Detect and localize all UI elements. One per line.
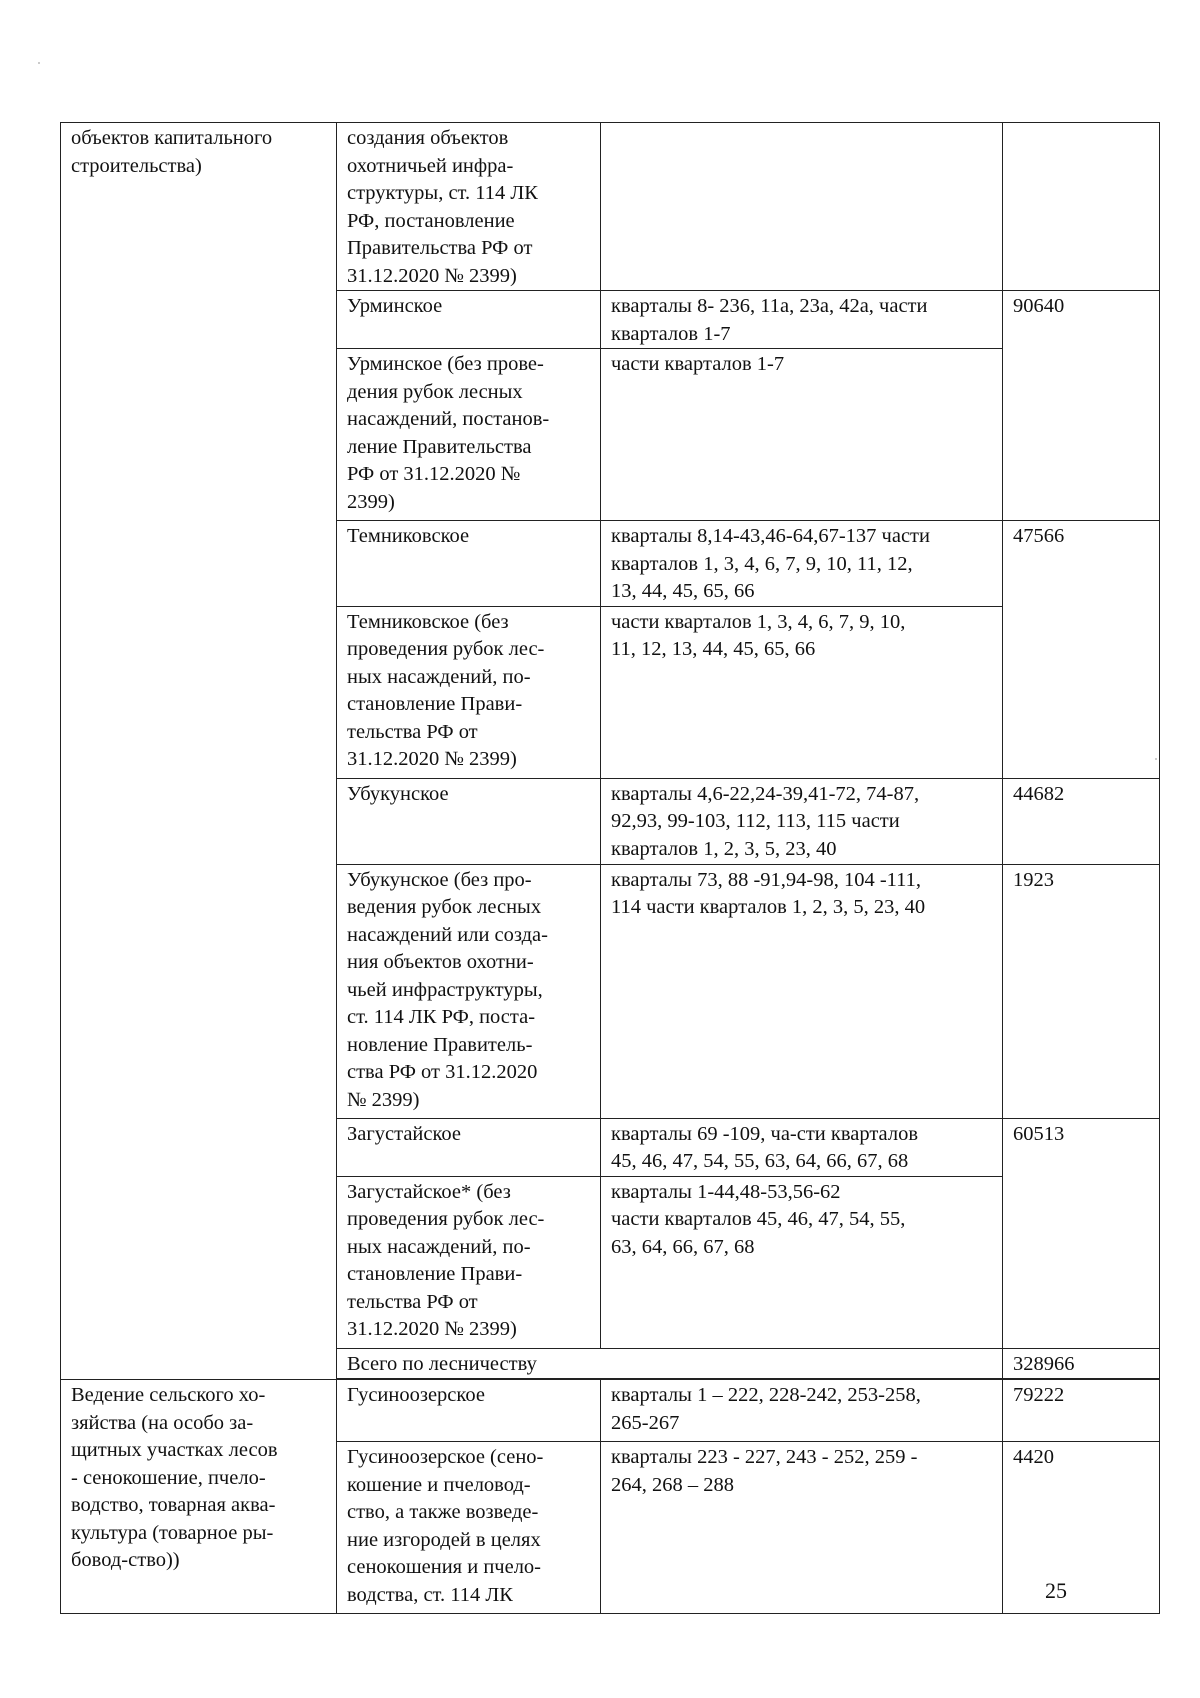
forestry-cell: Убукунское (без про- ведения рубок лесных насаждений или созда- ния объектов охотни- чьей инфраструктуры, ст. 114 ЛК РФ, поста- новление Правитель- ства РФ от 31.12.2020 № 2399) [337, 864, 601, 1118]
quarters-cell: кварталы 8,14-43,46-64,67-137 части кварталов 1, 3, 4, 6, 7, 9, 10, 11, 12, 13, 44, 45, 65, 66 [601, 521, 1003, 607]
quarters-cell: кварталы 1 – 222, 228-242, 253-258, 265-267 [601, 1380, 1003, 1442]
forestry-cell: Убукунское [337, 778, 601, 864]
forestry-cell: Загустайское* (без проведения рубок лес- ных насаждений, по- становление Прави- тельства РФ от 31.12.2020 № 2399) [337, 1176, 601, 1348]
area-cell: 47566 [1003, 521, 1160, 779]
area-cell: 44682 [1003, 778, 1160, 864]
area-cell: 79222 [1003, 1380, 1160, 1442]
area-cell: 1923 [1003, 864, 1160, 1118]
forestry-cell: Урминское [337, 291, 601, 349]
forestry-cell: Загустайское [337, 1118, 601, 1176]
total-label: Всего по лесничеству [337, 1348, 1003, 1379]
forestry-cell: Гусиноозерское [337, 1380, 601, 1442]
forestry-cell: создания объектов охотничьей инфра- структуры, ст. 114 ЛК РФ, постановление Правительства РФ от 31.12.2020 № 2399) [337, 123, 601, 291]
quarters-cell: части кварталов 1, 3, 4, 6, 7, 9, 10, 11, 12, 13, 44, 45, 65, 66 [601, 606, 1003, 778]
scan-speck [38, 62, 40, 64]
forestry-cell: Темниковское (без проведения рубок лес- ных насаждений, по- становление Прави- тельства РФ от 31.12.2020 № 2399) [337, 606, 601, 778]
forestry-cell: Гусиноозерское (сено- кошение и пчеловод- ство, а также возведе- ние изгородей в целях сенокошения и пчело- водства, ст. 114 ЛК [337, 1442, 601, 1614]
purpose-cell: объектов капитального строительства) [61, 123, 337, 1380]
total-area: 328966 [1003, 1348, 1160, 1379]
forestry-cell: Урминское (без прове- дения рубок лесных насаждений, постанов- ление Правительства РФ от 31.12.2020 № 2399) [337, 349, 601, 521]
quarters-cell [601, 123, 1003, 291]
quarters-cell: кварталы 1-44,48-53,56-62 части кварталов 45, 46, 47, 54, 55, 63, 64, 66, 67, 68 [601, 1176, 1003, 1348]
forestry-cell: Темниковское [337, 521, 601, 607]
purpose-cell: Ведение сельского хо- зяйства (на особо за- щитных участках лесов - сенокошение, пчело- водство, товарная аква- культура (товарное ры- бовод-ство)) [61, 1380, 337, 1614]
quarters-cell: кварталы 4,6-22,24-39,41-72, 74-87, 92,93, 99-103, 112, 113, 115 части кварталов 1, 2, 3, 5, 23, 40 [601, 778, 1003, 864]
quarters-cell: части кварталов 1-7 [601, 349, 1003, 521]
area-cell [1003, 123, 1160, 291]
quarters-cell: кварталы 223 - 227, 243 - 252, 259 - 264, 268 – 288 [601, 1442, 1003, 1614]
quarters-cell: кварталы 8- 236, 11а, 23а, 42а, части кварталов 1-7 [601, 291, 1003, 349]
quarters-cell: кварталы 73, 88 -91,94-98, 104 -111, 114 части кварталов 1, 2, 3, 5, 23, 40 [601, 864, 1003, 1118]
table-row [61, 1380, 1160, 1442]
area-cell: 90640 [1003, 291, 1160, 521]
page-number: 25 [1045, 1578, 1067, 1603]
area-cell: 4420 [1003, 1442, 1160, 1614]
table-row [61, 123, 1160, 291]
quarters-cell: кварталы 69 -109, ча-сти кварталов 45, 46, 47, 54, 55, 63, 64, 66, 67, 68 [601, 1118, 1003, 1176]
forestry-table [60, 122, 1160, 1614]
area-cell: 60513 [1003, 1118, 1160, 1348]
